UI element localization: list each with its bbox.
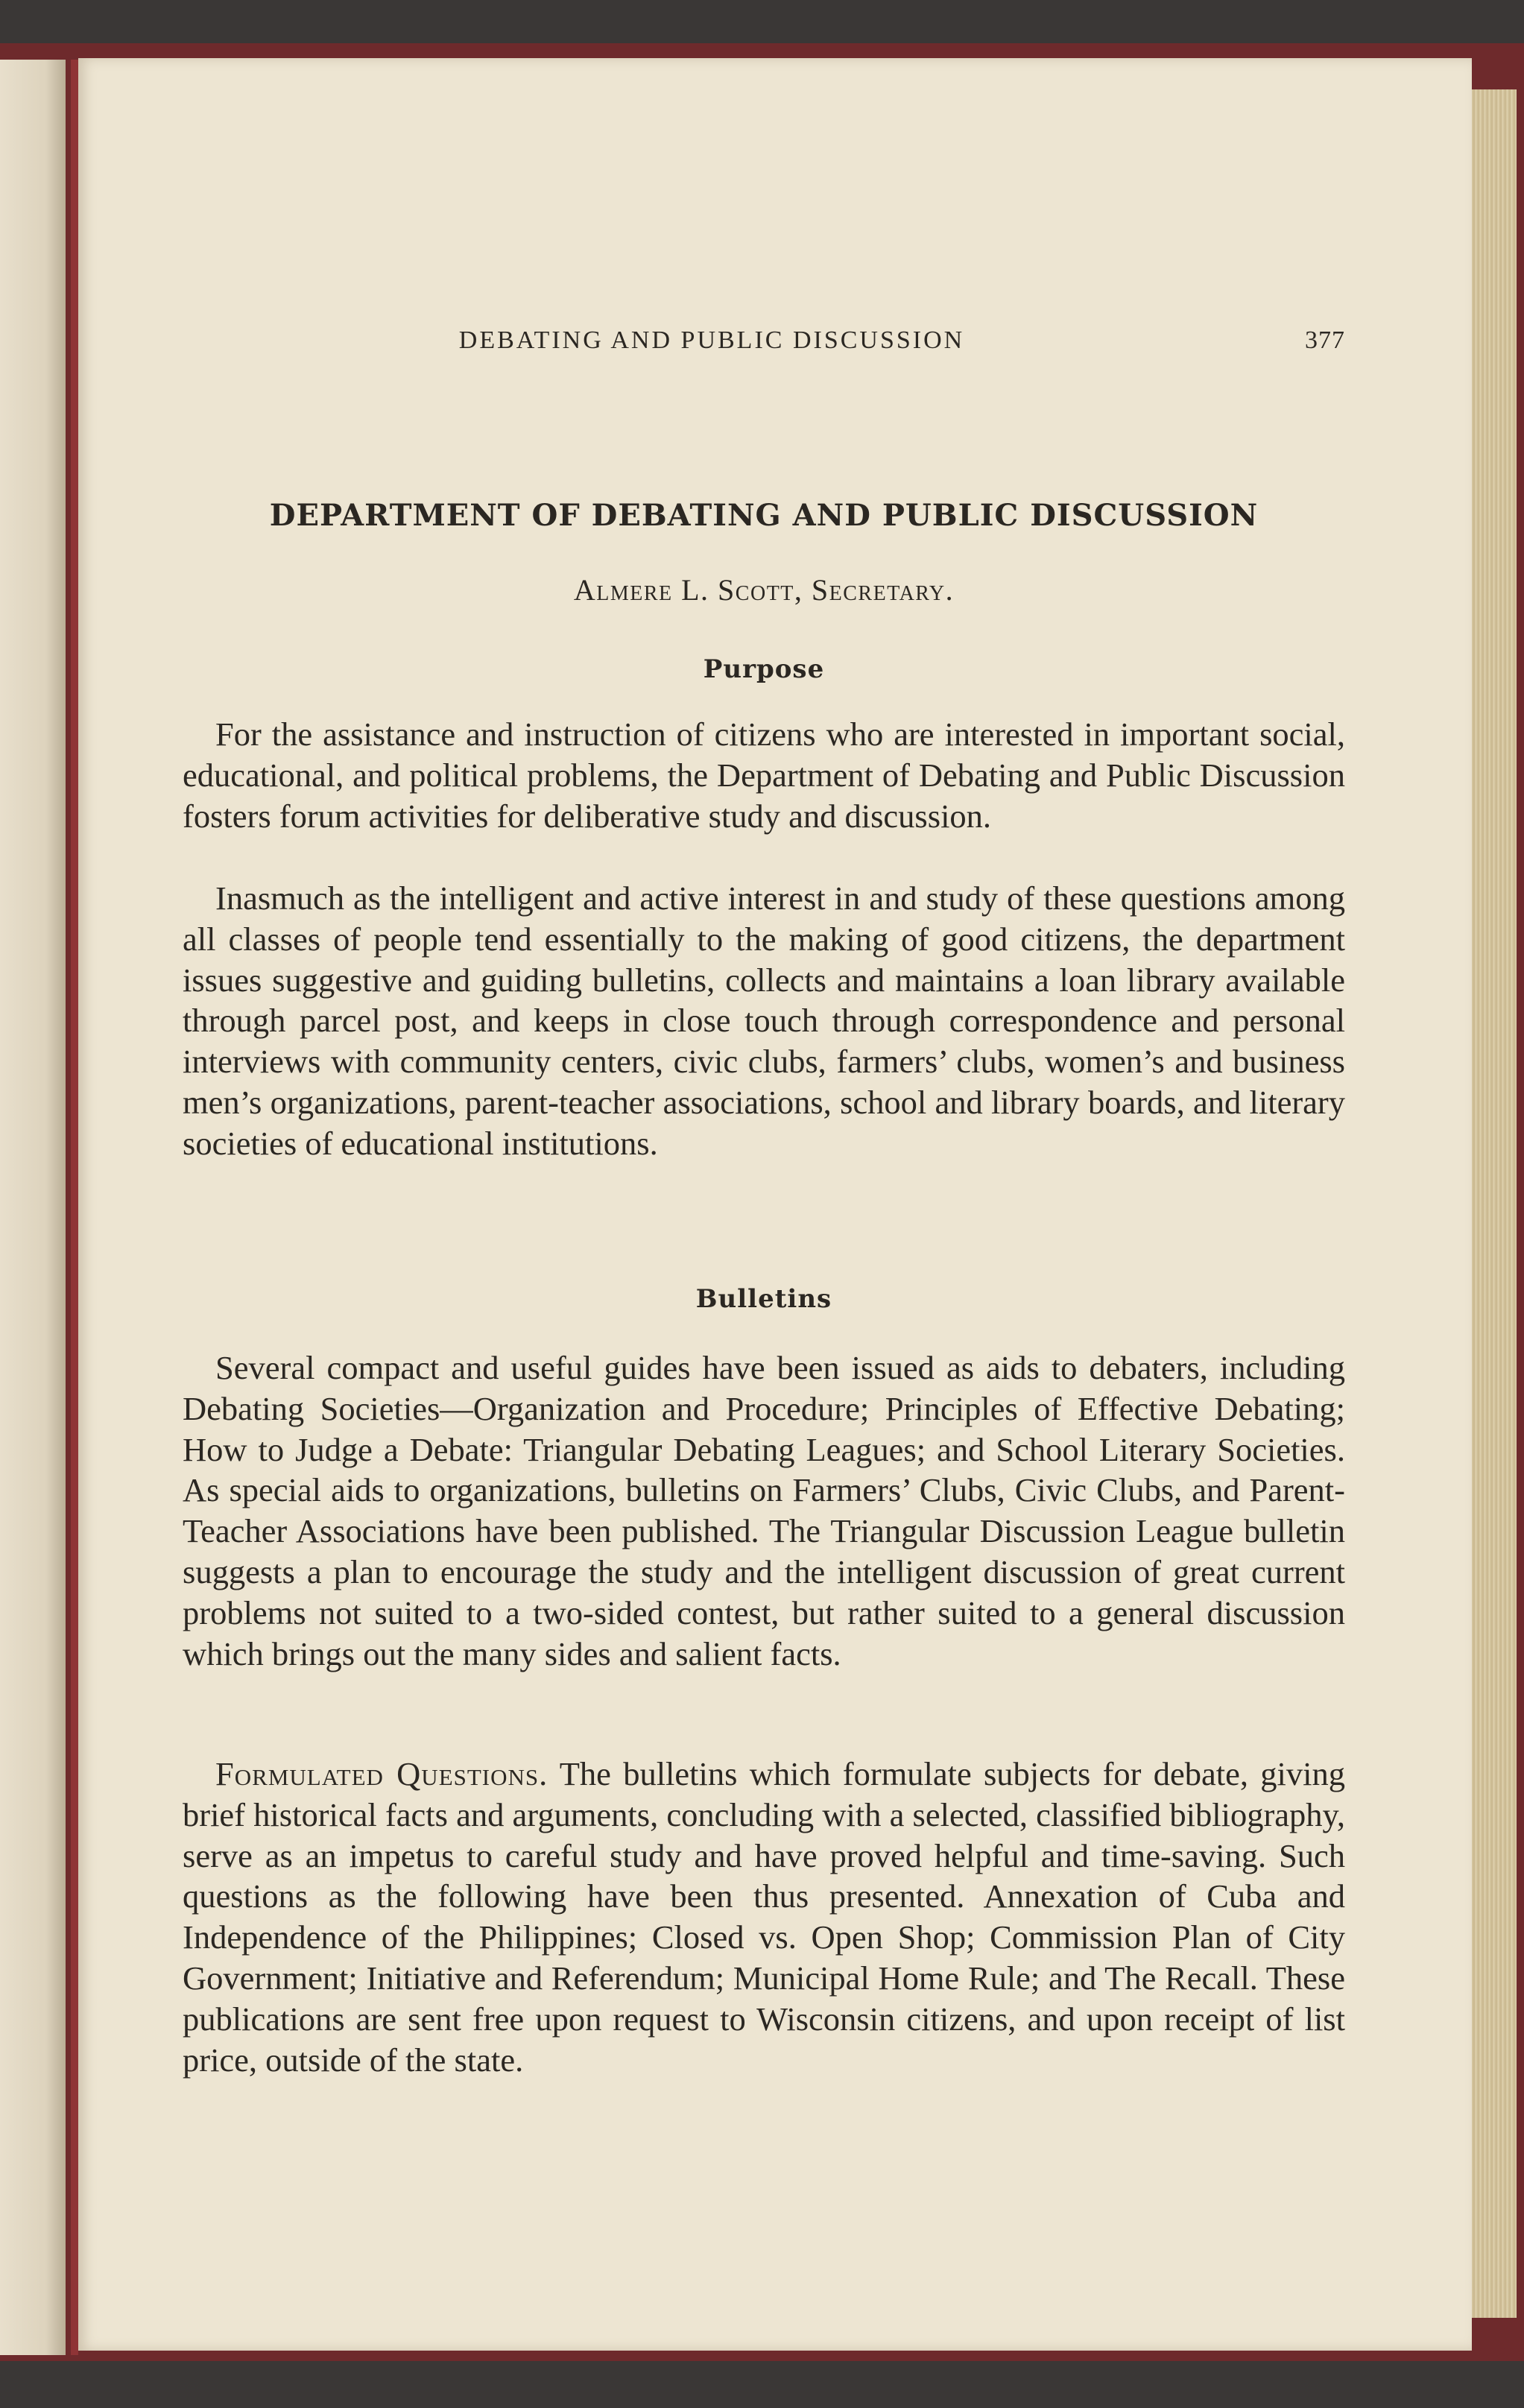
page-stack-edge	[1472, 89, 1517, 2318]
department-title: DEPARTMENT OF DEBATING AND PUBLIC DISCUSSION	[269, 498, 1259, 533]
paragraph-purpose-1: For the assistance and instruction of citizens who are interested in important social, educational, and political problems, the Department of Debating and Public Discussion fosters forum activities for deliberative study and discussion.	[183, 715, 1345, 835]
paragraph-purpose-2: Inasmuch as the intelligent and active interest in and study of these questions among all classes of people tend essentially to the making of good citizens, the department issues suggestive and guiding bulletins, collects and maintains a loan library available through parcel post, and keeps in close touch through correspondence and personal interviews with community centers, civic clubs, farmers’ clubs, women’s and business men’s organizations, parent-teacher associations, school and library boards, and literary societies of educational institutions.	[183, 879, 1345, 1162]
running-head	[183, 326, 1345, 364]
section-heading-purpose: Purpose	[703, 654, 825, 684]
secretary-line: Almere L. Scott, Secretary.	[573, 573, 955, 607]
facing-page-edge	[0, 60, 66, 2355]
formulated-questions-lead-in: Formulated Questions.	[215, 1755, 548, 1792]
page-number: 377	[1305, 326, 1345, 354]
paragraph-formulated-questions	[183, 1754, 1345, 2080]
section-heading-bulletins: Bulletins	[695, 1284, 832, 1314]
running-head-title: DEBATING AND PUBLIC DISCUSSION	[458, 326, 965, 354]
book-page	[78, 58, 1472, 2351]
paragraph-bulletins-1: Several compact and useful guides have been issued as aids to debaters, including Debating Societies—Organization and Procedure; Principles of Effective Debating; How to Judge a Debate: Triangular Debating Leagues; and School Literary Societies. As special aids to organizations, bulletins on Farmers’ Clubs, Civic Clubs, and Parent-Teacher Associations have been published. The Triangular Discussion League bulletin suggests a plan to encourage the study and the intelligent discussion of great current problems not suited to a two-sided contest, but rather suited to a general discussion which brings out the many sides and salient facts.	[183, 1349, 1345, 1672]
formulated-questions-body: The bulletins which formulate subjects for debate, giving brief historical facts and arguments, concluding with a selected, classified bibliography, serve as an impetus to careful study and have proved helpful and time-saving. Such questions as the following have been thus presented. Annexation of Cuba and Independence of the Philippines; Closed vs. Open Shop; Commission Plan of City Government; Initiative and Referendum; Municipal Home Rule; and The Recall. These publications are sent free upon request to Wisconsin citizens, and upon receipt of list price, outside of the state.	[183, 1755, 1345, 2079]
binding-edge	[71, 60, 78, 2355]
